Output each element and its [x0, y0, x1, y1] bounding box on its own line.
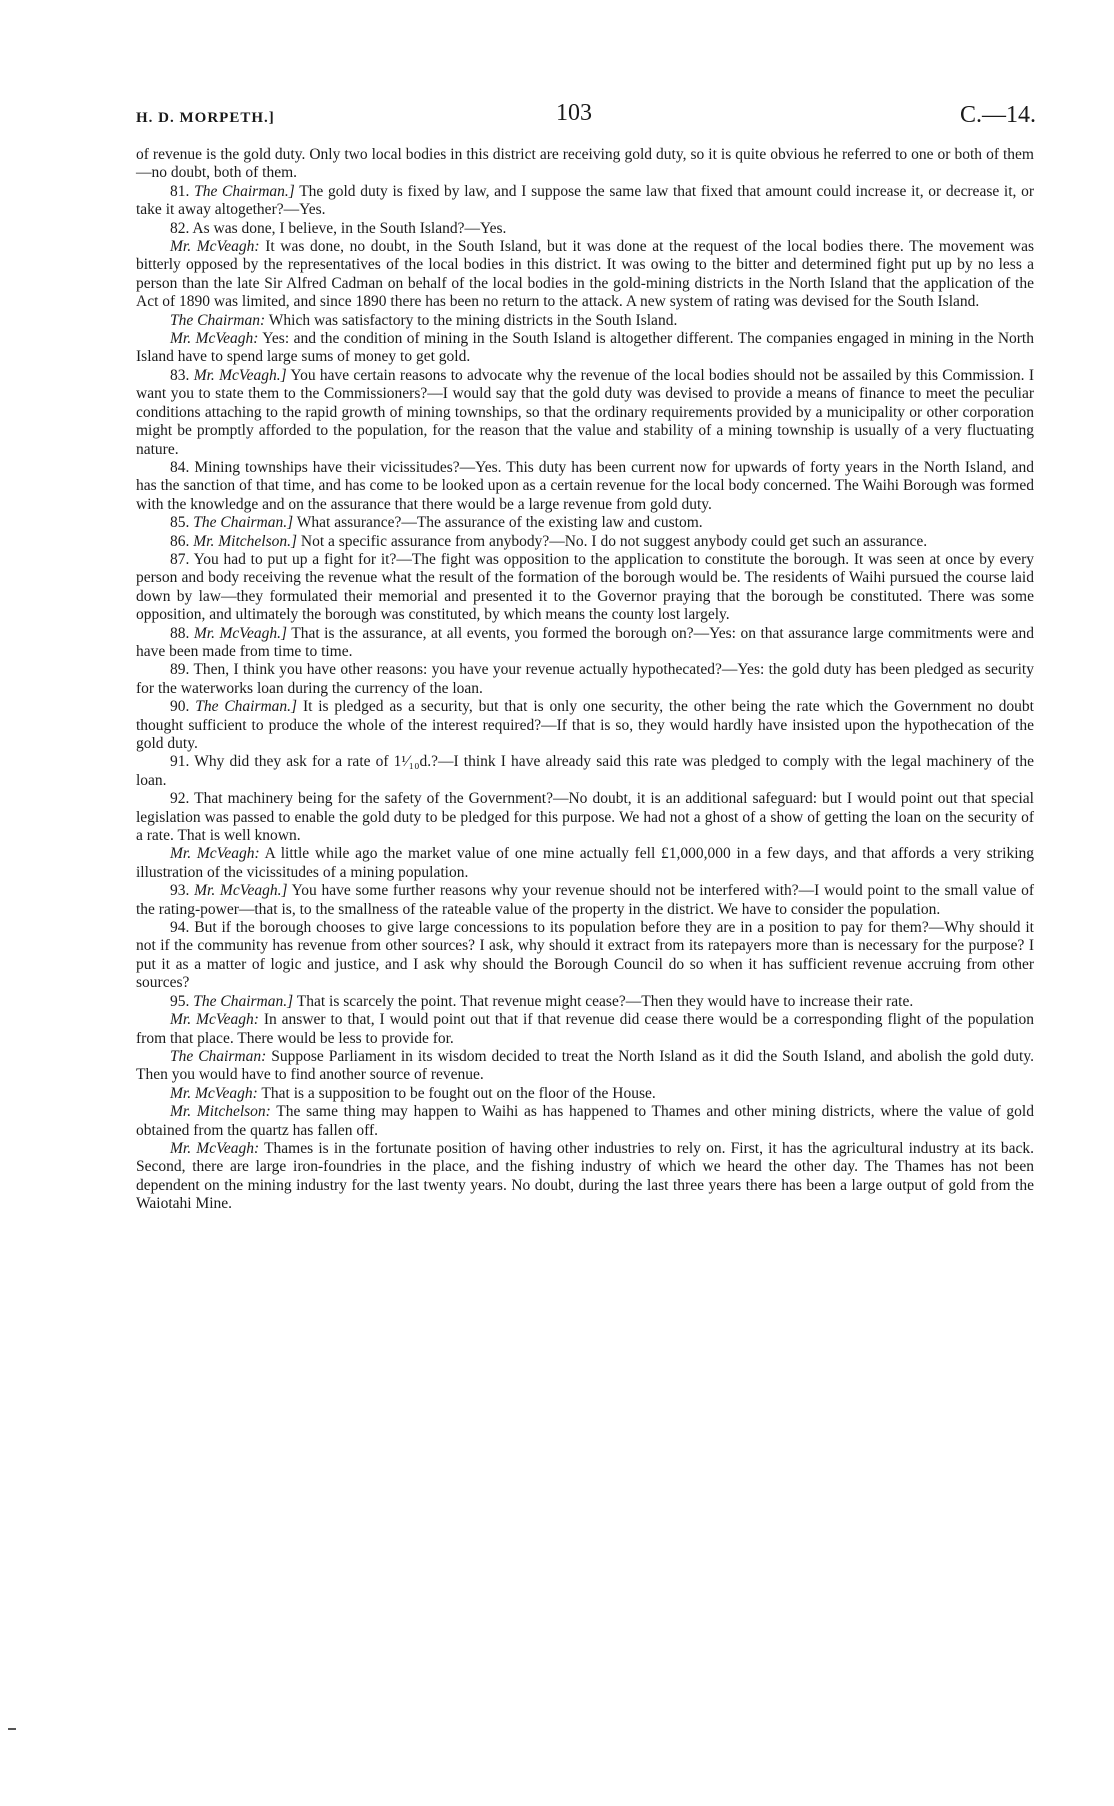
- paragraph-text: As was done, I believe, in the South Island?—Yes.: [192, 219, 507, 237]
- paragraph-text: Suppose Parliament in its wisdom decided to treat the North Island as it did the South Island, and abolish the gold duty. Then you would have to find another source of revenue.: [136, 1047, 1034, 1084]
- paragraph-text: Thames is in the fortunate position of having other industries to rely on. First, it has the agricultural industry at its back. Second, there are large iron-foundries in the place, and the fishing industry of which we heard the other day. The Thames has not been dependent on the mining industry for the last twenty years. No doubt, during the last three years there has been a large output of gold from the Waiotahi Mine.: [136, 1139, 1034, 1213]
- paragraph-text: That is scarcely the point. That revenue might cease?—Then they would have to increase their rate.: [296, 992, 914, 1010]
- paragraph-text: But if the borough chooses to give large concessions to its population before they are in a position to pay for them?—Why should it not if the community has revenue from other sources? I ask, why should it extract from its ratepayers more than is necessary for the purpose? I put it as a matter of logic and justice, and I ask why should the Borough Council do so when it has sufficient revenue accruing from other sources?: [136, 919, 1034, 992]
- speaker-name: The Chairman.]: [193, 514, 294, 532]
- paragraph: [136, 533, 1034, 551]
- paragraph: [136, 1048, 1034, 1085]
- paragraph: [136, 1140, 1034, 1214]
- page-number: 103: [556, 100, 592, 126]
- speaker-name: Mr. McVeagh:: [170, 1084, 258, 1102]
- paragraph: [136, 790, 1034, 845]
- paragraph: [136, 220, 1034, 238]
- speaker-name: The Chairman:: [170, 311, 266, 329]
- paragraph: [136, 845, 1034, 882]
- paragraph: [136, 459, 1034, 514]
- paragraph: [136, 330, 1034, 367]
- speaker-name: Mr. McVeagh.]: [193, 624, 288, 642]
- paragraph: [136, 625, 1034, 662]
- paragraph: [136, 698, 1034, 753]
- paragraph-text: You had to put up a fight for it?—The fight was opposition to the application to constitute the borough. It was seen at once by every person and body receiving the revenue what the result of the formation of the borough would be. The residents of Waihi pursued the course laid down by law—they formulated their memorial and presented it to the Governor praying that the borough be constituted. There was some opposition, and ultimately the borough was constituted, by which means the county lost largely.: [136, 550, 1034, 624]
- question-number: 83.: [170, 366, 190, 384]
- speaker-name: Mr. McVeagh:: [170, 330, 259, 348]
- paragraph-text: Yes: and the condition of mining in the South Island is altogether different. The companies engaged in mining in the North Island have to spend large sums of money to get gold.: [136, 330, 1034, 366]
- paragraph-text: That machinery being for the safety of the Government?—No doubt, it is an additional safeguard: but I would point out that special legislation was passed to enable the gold duty to be pledged for this purpose. We had not a ghost of a show of getting the loan on the security of a rate. That is well known.: [136, 790, 1034, 845]
- paragraph: [136, 238, 1034, 312]
- speaker-name: Mr. Mitchelson:: [170, 1103, 271, 1121]
- paragraph: [136, 1011, 1034, 1048]
- speaker-name: The Chairman.]: [195, 698, 298, 716]
- paragraph: [136, 367, 1034, 459]
- paragraph-text: In answer to that, I would point out that if that revenue did cease there would be a corresponding flight of the population from that place. There would be less to provide for.: [136, 1011, 1034, 1047]
- speaker-name: Mr. McVeagh.]: [193, 366, 287, 384]
- witness-name: H. D. MORPETH.]: [136, 110, 275, 126]
- paragraph: [136, 882, 1034, 919]
- question-number: 90.: [170, 698, 190, 716]
- paragraph: [136, 551, 1034, 625]
- speaker-name: The Chairman.]: [194, 182, 295, 200]
- paragraph-text: Not a specific assurance from anybody?—No. I do not suggest anybody could get such an assurance.: [300, 532, 928, 550]
- question-number: 85.: [170, 514, 190, 532]
- question-number: 87.: [170, 550, 190, 568]
- paragraph-text: Which was satisfactory to the mining districts in the South Island.: [268, 311, 678, 329]
- paragraph-text: The same thing may happen to Waihi as has happened to Thames and other mining districts, where the value of gold obtained from the quartz has fallen off.: [136, 1103, 1034, 1139]
- paragraph-text: You have some further reasons why your revenue should not be interfered with?—I would point to the small value of the rating-power—that is, to the smallness of the rateable value of the property in the district. We have to consider the population.: [136, 882, 1035, 918]
- paragraph-text: It was done, no doubt, in the South Island, but it was done at the request of the local bodies there. The movement was bitterly opposed by the representatives of the local bodies in this district. It was owing to the bitter and determined fight put up by no less a person than the late Sir Alfred Cadman on behalf of the local bodies in the gold-mining districts in the North Island that the application of the Act of 1890 was limited, and since 1890 there has been no return to the attack. A new system of rating was devised for the South Island.: [136, 238, 1034, 311]
- question-number: 82.: [170, 219, 190, 237]
- paragraph-text: Why did they ask for a rate of 1¹⁄₁₀d.?—I think I have already said this rate was pledged to comply with the legal machinery of the loan.: [136, 753, 1034, 789]
- paragraph: [136, 661, 1034, 698]
- paragraph-text: A little while ago the market value of one mine actually fell £1,000,000 in a few days, and that affords a very striking illustration of the vicissitudes of a mining population.: [136, 845, 1034, 881]
- paragraph: [136, 919, 1034, 993]
- paragraph-text: You have certain reasons to advocate why the revenue of the local bodies should not be assailed by this Commission. I want you to state them to the Commissioners?—I would say that the gold duty was devised to provide a means of finance to meet the peculiar conditions attaching to the rapid growth of mining townships, so that the ordinary requirements provided by a municipality or other corporation might be promptly afforded to the population, for the reason that the value and stability of a mining township is usually of a very fluctuating nature.: [136, 366, 1034, 458]
- page-header: [136, 100, 1036, 140]
- paragraph: [136, 1085, 1034, 1103]
- speaker-name: Mr. Mitchelson.]: [193, 532, 298, 550]
- question-number: 93.: [170, 882, 190, 900]
- question-number: 81.: [170, 182, 190, 200]
- question-number: 86.: [170, 532, 190, 550]
- paragraph: [136, 183, 1034, 220]
- speaker-name: Mr. McVeagh:: [170, 1011, 259, 1029]
- question-number: 89.: [170, 661, 190, 679]
- paragraph-text: Then, I think you have other reasons: you have your revenue actually hypothecated?—Yes: the gold duty has been pledged as security for the waterworks loan during the currency of the loan.: [136, 661, 1034, 697]
- page-body: [136, 146, 1034, 1214]
- speaker-name: The Chairman:: [170, 1047, 267, 1065]
- speaker-name: Mr. McVeagh:: [170, 238, 260, 256]
- paragraph-text: It is pledged as a security, but that is only one security, the other being the rate which the Government no doubt thought sufficient to produce the whole of the interest required?—If that is so, they would hardly have insisted upon the hypothecation of the gold duty.: [136, 698, 1034, 752]
- speaker-name: Mr. McVeagh:: [170, 1139, 260, 1157]
- question-number: 91.: [170, 753, 190, 771]
- paragraph: [136, 753, 1034, 790]
- paragraph: [136, 993, 1034, 1011]
- question-number: 92.: [170, 790, 190, 808]
- paragraph-text: That is the assurance, at all events, you formed the borough on?—Yes: on that assurance large commitments were and have been made from time to time.: [136, 624, 1034, 660]
- paragraph: [136, 146, 1034, 183]
- speaker-name: The Chairman.]: [193, 992, 294, 1010]
- speaker-name: Mr. McVeagh:: [170, 845, 260, 863]
- paragraph-text: What assurance?—The assurance of the existing law and custom.: [296, 514, 703, 532]
- paragraph-text: of revenue is the gold duty. Only two local bodies in this district are receiving gold duty, so it is quite obvious he referred to one or both of them—no doubt, both of them.: [136, 146, 1034, 182]
- document-code: C.—14.: [959, 102, 1036, 128]
- question-number: 88.: [170, 624, 190, 642]
- paragraph: [136, 1103, 1034, 1140]
- paragraph-text: Mining townships have their vicissitudes?—Yes. This duty has been current now for upwards of forty years in the North Island, and has the sanction of that time, and has come to be looked upon as a certain revenue for the local body concerned. The Waihi Borough was formed with the knowledge and on the assurance that there would be a large revenue from gold duty.: [136, 458, 1034, 513]
- question-number: 95.: [170, 992, 190, 1010]
- margin-mark: [8, 1728, 16, 1730]
- paragraph: [136, 312, 1034, 330]
- speaker-name: Mr. McVeagh.]: [194, 882, 288, 900]
- question-number: 94.: [170, 919, 190, 937]
- paragraph-text: That is a supposition to be fought out on the floor of the House.: [261, 1084, 656, 1102]
- paragraph-text: The gold duty is fixed by law, and I suppose the same law that fixed that amount could increase it, or decrease it, or take it away altogether?—Yes.: [136, 182, 1035, 219]
- question-number: 84.: [170, 458, 190, 476]
- paragraph: [136, 514, 1034, 532]
